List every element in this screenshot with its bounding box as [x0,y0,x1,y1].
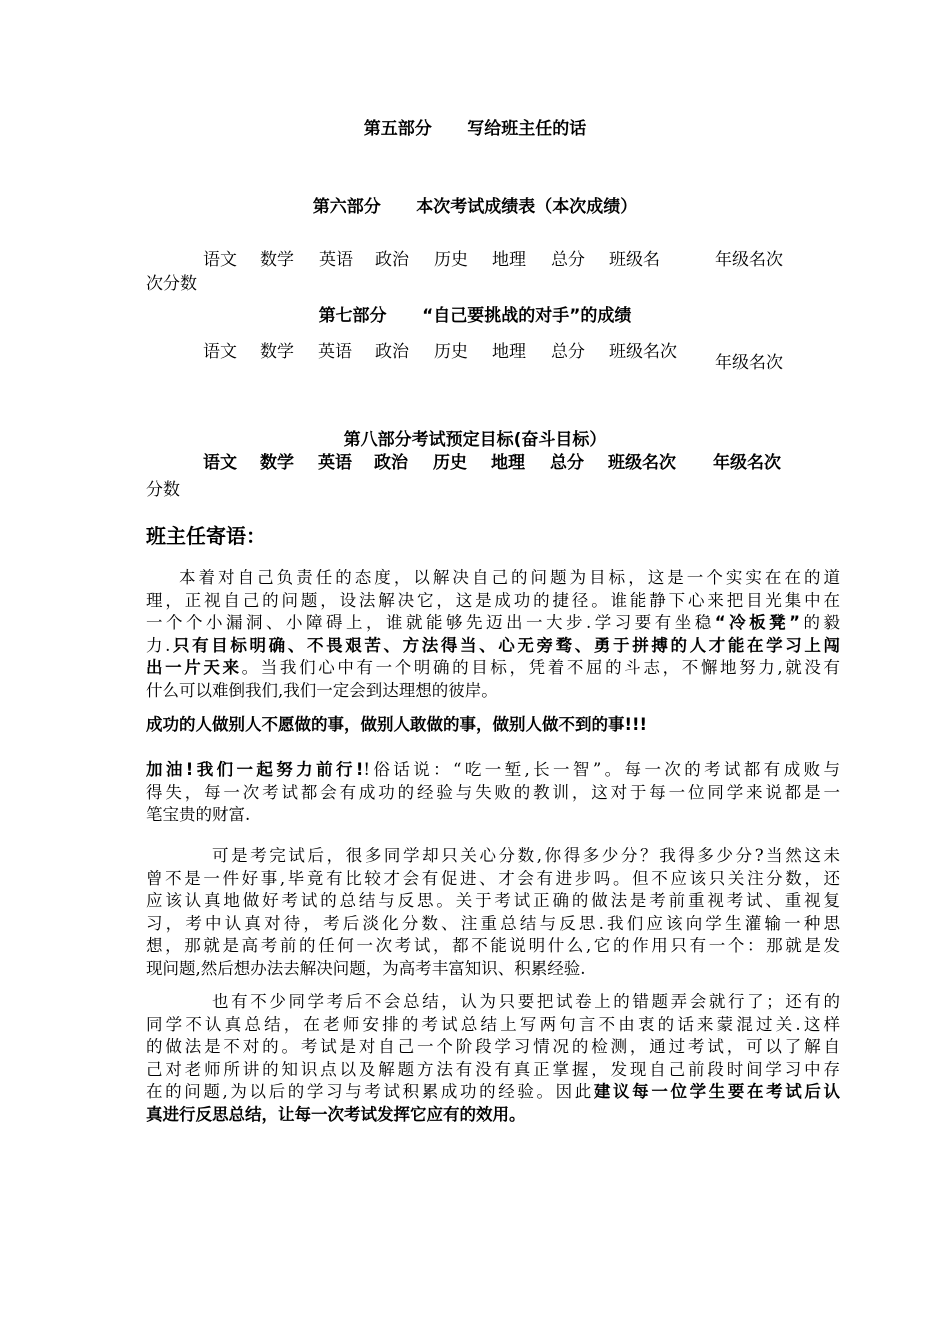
teacher-message-title: 班主任寄语： [146,524,266,548]
col-total: 总分 [551,342,585,362]
col-math: 数学 [260,250,294,270]
p3-line: 应该认真地做好考试的总结与反思。关于考试正确的做法是考前重视考试、重视复 [146,891,840,910]
col-class-rank: 班级名次 [609,342,677,362]
p2-line-text: !俗话说：“吃一堑,长一智”。每一次的考试都有成败与 [363,760,840,779]
section6-title: 第六部分 本次考试成绩表（本次成绩） [312,197,638,217]
p4-line: 的做法是不对的。考试是对自己一个阶段学习情况的检测，通过考试，可以了解自 [146,1037,840,1056]
p4-line-text: 在的问题,为以后的学习与考试积累成功的经验。因此 [146,1082,594,1101]
paragraph-3 [146,845,840,980]
col-chinese: 语文 [203,342,237,362]
section6-header-row [0,249,950,271]
p2-bold-phrase: 加油!我们一起努力前行! [146,760,364,779]
paragraph-2 [146,759,840,827]
paragraph-4 [146,991,840,1126]
section6-row-label: 次分数 [146,274,197,294]
p3-line: 想，那就是高考前的任何一次考试，都不能说明什么,它的作用只有一个：那就是发 [146,936,840,955]
col-chinese: 语文 [203,250,237,270]
p4-line: 也有不少同学考后不会总结，认为只要把试卷上的错题弄会就行了；还有的 [212,992,840,1011]
section8-header-row [0,452,950,474]
col-politics: 政治 [375,342,409,362]
col-class-rank: 班级名 [609,250,660,270]
p1-line: 理，正视自己的问题，设法解决它，这是成功的捷径。谁能静下心来把目光集中在 [146,590,840,610]
col-history: 历史 [433,453,467,473]
col-english: 英语 [318,453,352,473]
col-politics: 政治 [375,250,409,270]
col-history: 历史 [434,250,468,270]
col-geography: 地理 [492,342,526,362]
p4-bold-phrase: 建议每一位学生要在考试后认 [593,1082,841,1101]
p3-line: 可是考完试后，很多同学却只关心分数,你得多少分？我得多少分?当然这未 [212,846,840,865]
p2-line [146,759,840,782]
col-math: 数学 [260,342,294,362]
p1-line-text: 。当我们心中有一个明确的目标，凭着不屈的斗志，不懈地努力,就没有 [241,658,841,677]
col-total: 总分 [551,250,585,270]
col-grade-rank: 年级名次 [715,250,783,270]
col-chinese: 语文 [203,453,237,473]
col-total: 总分 [550,453,584,473]
col-grade-rank: 年级名次 [715,353,783,373]
p1-line-text: 一个个小漏洞、小障碍上，谁就能够先迈出一大步.学习要有坐稳 [146,613,715,632]
p4-line: 真进行反思总结，让每一次考试发挥它应有的效用。 [146,1104,526,1124]
p1-line: 什么可以难倒我们,我们一定会到达理想的彼岸。 [146,680,498,700]
p1-line-text: 力. [146,635,171,655]
col-geography: 地理 [491,453,525,473]
p1-line [146,635,840,658]
p1-line-text: 的毅 [800,613,841,632]
p1-line [146,612,840,635]
p1-line [146,657,840,680]
p1-bold-phrase: 出一片天来 [146,658,242,677]
motto-line: 成功的人做别人不愿做的事，做别人敢做的事，做别人做不到的事!!! [146,715,648,734]
p2-line: 笔宝贵的财富. [146,805,251,824]
p1-bold-phrase: “冷板凳” [714,613,800,632]
p3-line: 现问题,然后想办法去解决问题，为高考丰富知识、积累经验. [146,958,586,978]
section8-title: 第八部分考试预定目标(奋斗目标） [343,430,607,450]
p3-line: 曾不是一件好事,毕竟有比较才会有促进、才会有进步吗。但不应该只关注分数，还 [146,868,840,888]
col-english: 英语 [319,250,353,270]
col-grade-rank: 年级名次 [713,453,781,473]
col-math: 数学 [260,453,294,473]
col-history: 历史 [434,342,468,362]
section5-title: 第五部分 写给班主任的话 [363,119,587,139]
section7-title: 第七部分 “自己要挑战的对手”的成绩 [318,306,632,326]
section7-header-row [0,341,950,373]
p2-line: 得失，每一次考试都会有成功的经验与失败的教训，这对于每一位同学来说都是一 [146,782,840,802]
p1-bold-phrase: 只有目标明确、不畏艰苦、方法得当、心无旁骛、勇于拼搏的人才能在学习上闯 [170,635,841,655]
p4-line [146,1081,840,1104]
p1-line: 本着对自己负责任的态度，以解决自己的问题为目标，这是一个实实在在的道 [179,568,840,587]
section8-row-label: 分数 [146,480,180,500]
paragraph-1 [146,567,840,702]
col-politics: 政治 [374,453,408,473]
col-class-rank: 班级名次 [608,453,676,473]
col-geography: 地理 [492,250,526,270]
col-english: 英语 [318,342,352,362]
p3-line: 习，考中认真对待，考后淡化分数、注重总结与反思.我们应该向学生灌输一种思 [146,913,840,933]
p4-line: 同学不认真总结，在老师安排的考试总结上写两句言不由衷的话来蒙混过关.这样 [146,1014,840,1034]
p4-line: 己对老师所讲的知识点以及解题方法有没有真正掌握，发现自己前段时间学习中存 [146,1059,840,1079]
